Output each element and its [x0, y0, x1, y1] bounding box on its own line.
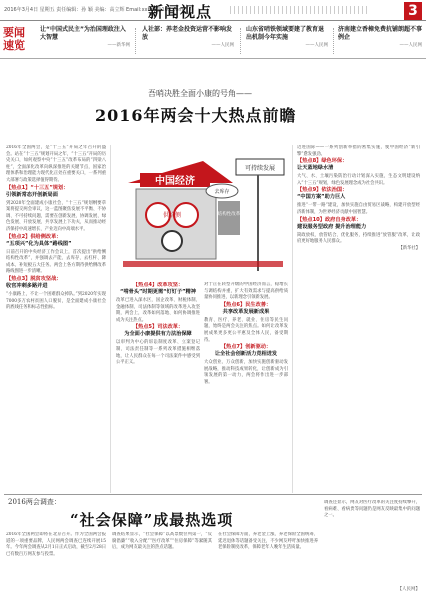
paragraph: 教育、医疗、养老、就业、住房等民生问题，始终是两会关注的焦点。如何让改革发展成果更多更公平惠及全体人民，备受期待。	[204, 317, 288, 343]
signpost-text: 结构性改革	[217, 212, 241, 217]
section2-title: “社会保障”成最热选项	[70, 511, 234, 529]
section-heading: 【热点9】依法治国：	[297, 187, 348, 194]
ticker-label: 要闻速览	[3, 26, 25, 52]
ticker-item-source: ——新华网	[107, 43, 130, 48]
section-heading: 【热点7】创新驱动：	[220, 344, 272, 351]
ticker-divider	[240, 28, 241, 54]
ticker-item-title: 人社部：养老金投资运营不影响发放	[142, 26, 233, 41]
paragraph: 改革已进入深水区，国企改革、财税体制、金融体制、司法体制等领域的改革进入攻坚期，两会上，改革如何落地、如何协调推进成为关注热点。	[116, 298, 200, 323]
paragraph: 大气、水、土壤污染防治行动计划深入实施，生态文明建设纳入“十三五”规划，绿色发展理念成为社会共识。	[297, 174, 420, 186]
gear-icon	[162, 231, 182, 251]
paragraph: 调查还显示，网友对医疗改革的关注度持续攀升，看病难、看病贵等问题仍是网友反映最集中的问题之一。	[324, 500, 420, 519]
ticker-item-title: 山东省哨铁领域要建了教育退出机制今年实施	[246, 26, 325, 41]
section-subheading: “啃骨头”时期更需“钉钉子”精神	[120, 289, 196, 295]
feature-title: 2016年两会十大热点前瞻	[95, 106, 297, 125]
ticker-divider	[333, 28, 334, 54]
section-subheading: 让全社会创新活力竞相迸发	[214, 351, 278, 358]
ticker-item[interactable]	[142, 26, 234, 50]
section-subheading: 引领新常态开创新局面	[6, 191, 58, 198]
speech-bubble-text: 去库存	[214, 189, 230, 195]
section-subheading: “中国方案”助力巨人	[297, 194, 346, 201]
paragraph: 迈进国际——一系列创新举措的密集实施，使中国经济“新引擎”愈发强劲。	[297, 145, 420, 157]
section2-column	[218, 532, 318, 594]
header-meta: 2016年3月4日 星期五 责任编辑：孙 颖 美编：高立辉 Email:xxbsh@163.com	[4, 7, 184, 13]
page-header	[0, 0, 426, 21]
ground-stripe	[123, 261, 283, 267]
article-column-4	[297, 145, 420, 493]
section-heading: 【热点1】“十三五”规划：	[6, 184, 69, 191]
ticker-item-source: ——人民网	[305, 43, 328, 48]
section-subheading: 为全面小康提供有力法治保障	[124, 331, 192, 338]
ticker-item-source: ——人民网	[399, 43, 422, 48]
header-decoration	[230, 6, 370, 14]
page-number: 3	[404, 2, 422, 20]
section-subheading: 收官冲刺多路并进	[6, 282, 48, 289]
news-ticker	[0, 24, 426, 59]
article-column-2	[116, 282, 200, 493]
paragraph: 到2020年全面建成小康社会，“十三五”规划纲要草案将提交两会审议，这一蓝图聚焦发展不平衡、不协调、不可持续问题，需要在创新发展、协调发展、绿色发展、开放发展、共享发展上下功夫，从而推动经济保持中高速增长、产业迈向中高端水平。	[6, 200, 106, 232]
paragraph: 日前召开的中央经济工作会议上，首次提出“供给侧结构性改革”，并强调去产能、去库存、去杠杆、降成本、补短板五大任务。两会上各方期待供给侧改革路线图进一步清晰。	[6, 249, 106, 275]
section2-column	[6, 532, 106, 594]
paragraph: 简政放权、放管结合、优化服务，持续推进“放管服”改革，让政府更好地服务人民群众。	[297, 232, 420, 245]
section-heading: 【热点5】司法改革：	[132, 324, 184, 331]
paragraph: 调查结果显示，“社会保障”以高票数位列第一，“反腐倡廉”“收入分配”“医疗改革”“住房保障”等紧随其后，成为网友最关注的热点话题。	[112, 532, 212, 551]
article-credit: 【新华社】	[398, 245, 420, 251]
ticker-item-title: 让“中国式民主”为治国理政注入大智慧	[40, 26, 126, 41]
section-subheading: 让天蓝地绿水清	[297, 165, 334, 172]
banner-text: 中国经济	[155, 176, 195, 187]
feature-subtitle: 吾哨决胜全面小康的号角——	[148, 89, 252, 98]
section-subheading: “五项兴”化为具体“路线图”	[6, 240, 72, 247]
article-column-1	[6, 145, 106, 493]
column-divider	[292, 145, 293, 493]
signpost	[218, 201, 240, 235]
paragraph: 2016年全国两会即将在北京召开。作为全国两会报道的一项重要品牌，人民网两会调查已连续开展15年。今年两会调查从2月1日正式启动，截至2月28日已有数百万网友参与投票。	[6, 532, 106, 557]
section-heading: 【热点10】政府自身改革：	[297, 216, 362, 223]
section-heading: 【热点8】绿色环保：	[297, 158, 348, 165]
ticker-item-source: ——人民网	[211, 43, 234, 48]
section2-column	[112, 532, 212, 594]
sign-text: 可持续发展	[244, 165, 276, 172]
machine-label: 供给侧	[162, 212, 182, 219]
paragraph: 推进“一带一路”建设，加快实施自由贸易区战略，构建开放型经济新体制，为世界经济贡献中国智慧。	[297, 203, 420, 215]
paragraph: 以审判为中心的诉讼制度改革、立案登记制、司法责任制等一系列改革措施相继落地，让人民群众在每一个司法案件中感受到公平正义。	[116, 340, 200, 366]
ticker-item[interactable]	[338, 26, 422, 50]
section-heading: 【热点2】供给侧改革：	[6, 233, 62, 240]
economy-illustration-svg	[118, 153, 288, 278]
section-subheading: 建设服务型政府 提升治理能力	[297, 223, 367, 230]
section-heading: 【热点6】民生改善：	[220, 301, 272, 308]
section-divider	[4, 494, 422, 495]
paragraph: 大众创业、万众创新，加快实施创新驱动发展战略，推动科技成果转化，让创新成为引领发展的第一动力，两会将作出进一步部署。	[204, 360, 288, 385]
article-column-3	[204, 282, 288, 493]
section2-column	[324, 500, 420, 584]
ticker-item[interactable]	[40, 26, 130, 50]
section2-credit: 【人民网】	[397, 587, 420, 592]
paragraph: 对于正在转型升级的中国经济而言，稳增长与调结构并重，扩大有效需求与提高供给质量协同推进，以新理念引领新发展。	[204, 282, 288, 301]
section-title: 新闻视点	[148, 3, 213, 21]
column-divider	[110, 145, 111, 493]
feature-illustration	[118, 153, 288, 278]
paragraph: “小康路上，不让一个困难群众掉队。”到2020年实现7000多万农村贫困人口脱贫，是全面建成小康社会的底线任务和标志性指标。	[6, 291, 106, 311]
section2-kicker: 2016两会调查：	[8, 498, 61, 506]
section-subheading: 共享改革发展新成果	[222, 308, 270, 315]
ticker-item[interactable]	[246, 26, 328, 50]
ticker-divider	[135, 28, 136, 54]
section-heading: 【热点4】改革攻坚：	[132, 282, 184, 288]
section-heading: 【热点3】脱贫攻坚战：	[6, 275, 62, 282]
ticker-item-title: 济南建立香樟免费抗铺朗超不事例企	[338, 26, 423, 41]
paragraph: 在社会保障方面，养老金上涨、养老保险全国统筹、延迟退休等话题备受关注，不少网友呼吁加快推进养老保险制度改革，保障老年人晚年生活质量。	[218, 532, 318, 551]
paragraph: 2016年全国两会，是“十三五”开局之年召开的盛会。站在“十三五”规划开局之年，“十三五”开局的历史关口，如何观察中央“十三五”改革布局的“四梁八柱”，全面深化改革向纵深推进的关键节点，国家治理体系和治理能力现代化正处在重要关口，一系列重大部署与政策选择值得期待。	[6, 145, 106, 183]
